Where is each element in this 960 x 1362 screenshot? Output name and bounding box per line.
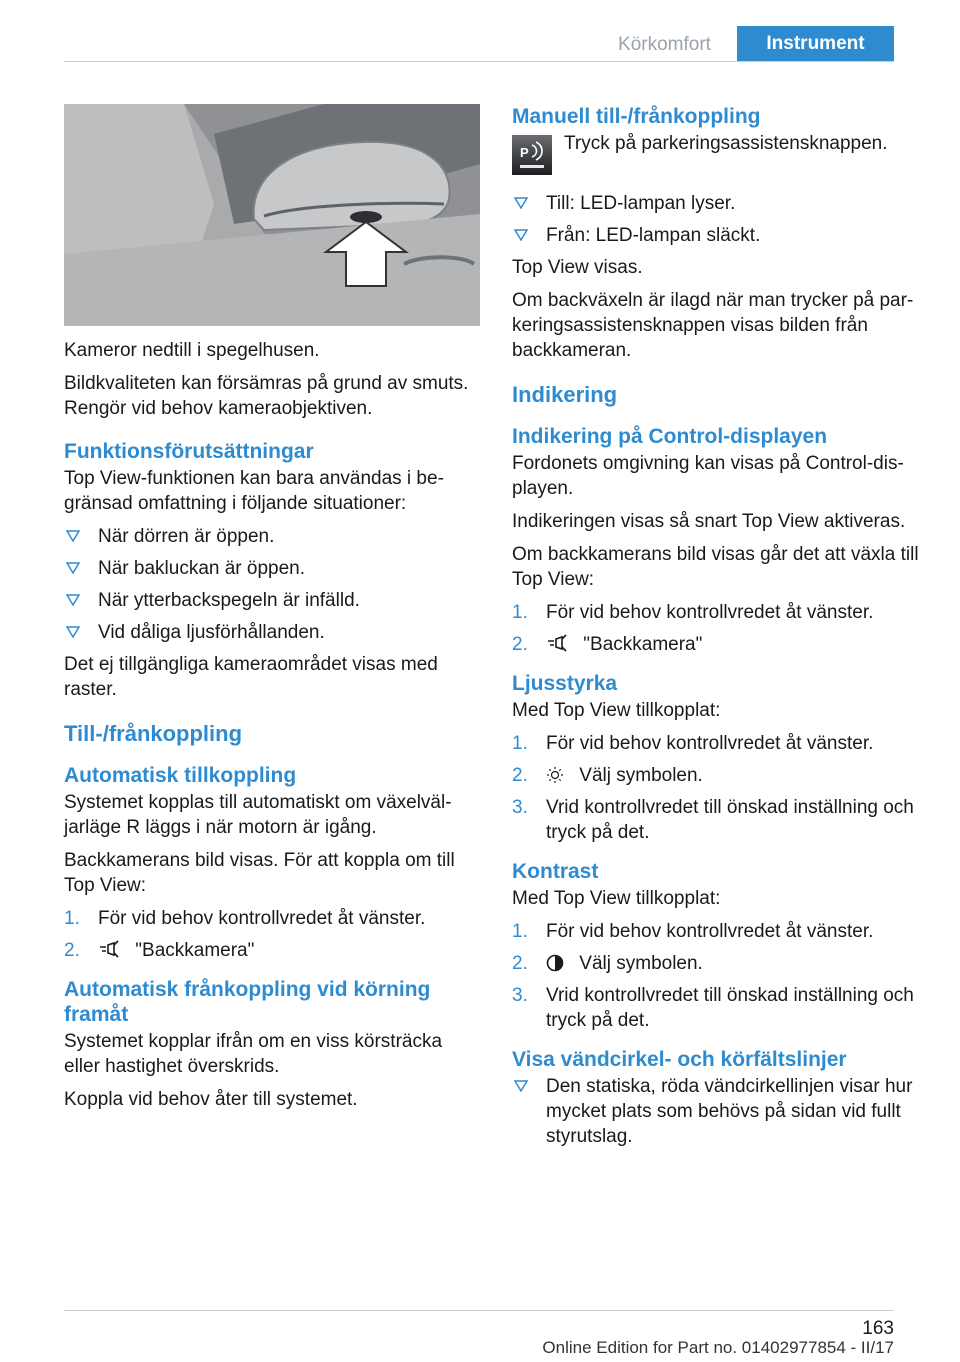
list-item-text: När bakluckan är öppen. xyxy=(98,558,306,579)
list-item xyxy=(512,1074,928,1149)
list-item-text: För vid behov kontrollvredet åt vänster. xyxy=(546,733,874,754)
intro-text: Bildkvaliteten kan försämras på grund av smuts. Rengör vid behov kameraobjektiven. xyxy=(64,373,469,419)
list-item xyxy=(512,795,928,845)
list-item xyxy=(64,524,480,549)
list-item xyxy=(512,600,928,625)
auto-off-text-2: Koppla vid behov åter till systemet. xyxy=(64,1089,358,1110)
right-column xyxy=(512,104,928,1156)
contrast-steps xyxy=(512,919,928,1033)
list-item xyxy=(512,731,928,756)
list-item-text: Den statiska, röda vändcirkellinjen visar hur mycket plats som behövs på sidan vid fullt styrutslag. xyxy=(546,1076,913,1147)
manual-text: Tryck på parkeringsassistensknappen. xyxy=(564,133,888,154)
list-item xyxy=(512,983,928,1033)
reverse-text: Om backväxeln är ilagd när man trycker på par‐keringsassistensknappen visas bilden från backkameran. xyxy=(512,290,914,361)
auto-on-text-2: Backkamerans bild visas. För att koppla om till Top View: xyxy=(64,850,455,896)
requirements-list xyxy=(64,524,480,645)
display-title: Indikering xyxy=(512,382,618,407)
brightness-steps xyxy=(512,731,928,845)
header-divider xyxy=(64,61,894,62)
brightness-title: Ljusstyrka xyxy=(512,672,618,695)
list-item-text: För vid behov kontrollvredet åt vänster. xyxy=(546,921,874,942)
turning-list xyxy=(512,1074,928,1149)
auto-on-text: Systemet kopplas till automatiskt om växelväl‐jarläge R läggs i när motorn är igång. xyxy=(64,792,452,838)
raster-text: Det ej tillgängliga kameraområdet visas med raster. xyxy=(64,654,438,700)
list-item xyxy=(512,632,928,657)
turning-title: Visa vändcirkel- och körfältslinjer xyxy=(512,1048,847,1071)
list-item-text: "Backkamera" xyxy=(583,634,703,655)
list-item xyxy=(64,556,480,581)
list-item-text: Välj symbolen. xyxy=(579,765,703,786)
photo-caption: Kameror nedtill i spegelhusen. xyxy=(64,340,320,361)
auto-on-steps xyxy=(64,906,480,963)
list-item xyxy=(512,223,928,248)
step-number: 3. xyxy=(512,797,528,818)
footer-divider xyxy=(64,1310,894,1311)
requirements-text: Top View-funktionen kan bara användas i be‐gränsad omfattning i följande situationer: xyxy=(64,468,444,514)
brightness-text: Med Top View tillkopplat: xyxy=(512,700,721,721)
left-column xyxy=(64,104,480,1120)
manual-title: Manuell till-/frånkoppling xyxy=(512,105,761,128)
auto-off-text: Systemet kopplar ifrån om en viss körsträcka eller hastighet överskrids. xyxy=(64,1031,443,1077)
step-number: 2. xyxy=(512,765,528,786)
list-item-text: För vid behov kontrollvredet åt vänster. xyxy=(98,908,426,929)
contrast-text: Med Top View tillkopplat: xyxy=(512,888,721,909)
list-item-text: Vrid kontrollvredet till önskad inställning och tryck på det. xyxy=(546,797,914,843)
triangle-bullet-icon xyxy=(514,229,528,241)
rear-camera-icon xyxy=(98,939,120,959)
list-item-text: Vid dåliga ljusförhållanden. xyxy=(98,622,325,643)
triangle-bullet-icon xyxy=(66,562,80,574)
list-item-text: När dörren är öppen. xyxy=(98,526,275,547)
tab-instrument[interactable]: Instrument xyxy=(737,26,894,62)
step-number: 2. xyxy=(512,953,528,974)
step-number: 1. xyxy=(512,602,528,623)
step-number: 1. xyxy=(512,921,528,942)
list-item-text: Från: LED-lampan släckt. xyxy=(546,225,761,246)
contrast-title: Kontrast xyxy=(512,860,599,883)
list-item-text: Välj symbolen. xyxy=(579,953,703,974)
list-item-text: När ytterbackspegeln är infälld. xyxy=(98,590,360,611)
brightness-sun-icon xyxy=(546,766,564,784)
triangle-bullet-icon xyxy=(514,1080,528,1092)
step-number: 1. xyxy=(64,908,80,929)
svg-text:P: P xyxy=(520,145,529,160)
tab-korkomfort[interactable]: Körkomfort xyxy=(618,34,711,55)
auto-on-title: Automatisk tillkoppling xyxy=(64,764,297,787)
list-item-text: Vrid kontrollvredet till önskad inställning och tryck på det. xyxy=(546,985,914,1031)
step-number: 2. xyxy=(512,634,528,655)
topview-text: Top View visas. xyxy=(512,257,643,278)
list-item xyxy=(64,906,480,931)
mirror-camera-photo xyxy=(64,104,480,326)
page-header xyxy=(0,0,960,62)
list-item xyxy=(512,919,928,944)
list-item xyxy=(512,951,928,976)
manual-instruction xyxy=(512,131,928,177)
page-number: 163 xyxy=(862,1318,894,1339)
requirements-title: Funktionsförutsättningar xyxy=(64,440,314,463)
parking-assist-button-icon xyxy=(512,135,552,175)
list-item-text: För vid behov kontrollvredet åt vänster. xyxy=(546,602,874,623)
onoff-title: Till-/frånkoppling xyxy=(64,721,243,746)
control-display-title: Indikering på Control-displayen xyxy=(512,425,828,448)
list-item xyxy=(512,763,928,788)
edition-text: Online Edition for Part no. 01402977854 - II/17 xyxy=(542,1338,894,1357)
triangle-bullet-icon xyxy=(66,594,80,606)
list-item-text: "Backkamera" xyxy=(135,940,255,961)
rear-camera-icon xyxy=(546,633,568,653)
auto-off-title: Automatisk frånkoppling vid körning framåt xyxy=(64,978,431,1026)
triangle-bullet-icon xyxy=(514,197,528,209)
triangle-bullet-icon xyxy=(66,530,80,542)
control-text-3: Om backkamerans bild visas går det att växla till Top View: xyxy=(512,544,919,590)
control-text: Fordonets omgivning kan visas på Control-dis‐playen. xyxy=(512,453,904,499)
list-item-text: Till: LED-lampan lyser. xyxy=(546,193,736,214)
step-number: 2. xyxy=(64,940,80,961)
control-text-2: Indikeringen visas så snart Top View aktiveras. xyxy=(512,511,906,532)
list-item xyxy=(64,588,480,613)
contrast-icon xyxy=(546,954,564,972)
list-item xyxy=(64,620,480,645)
control-steps xyxy=(512,600,928,657)
list-item xyxy=(512,191,928,216)
step-number: 1. xyxy=(512,733,528,754)
manual-list xyxy=(512,191,928,248)
triangle-bullet-icon xyxy=(66,626,80,638)
list-item xyxy=(64,938,480,963)
step-number: 3. xyxy=(512,985,528,1006)
